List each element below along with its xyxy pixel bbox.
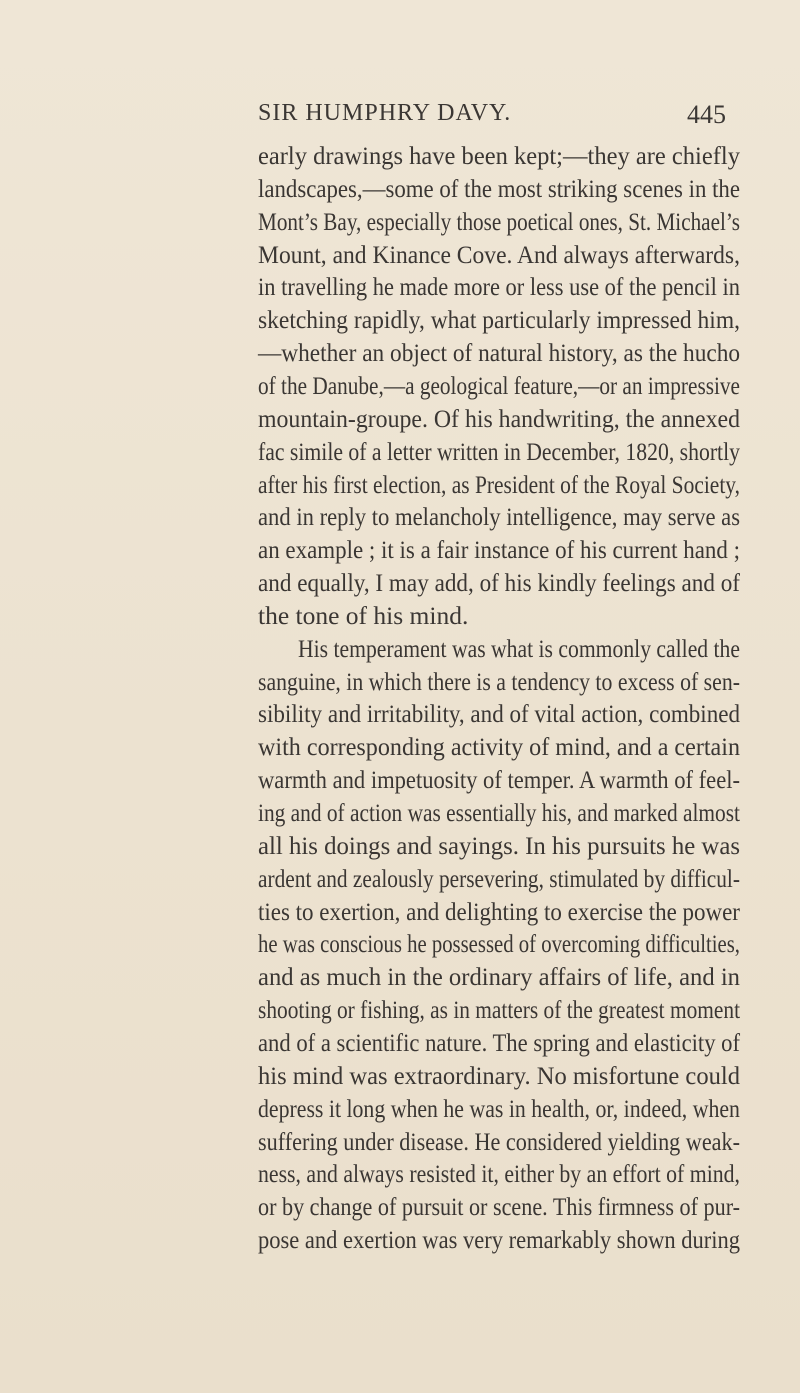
- text-line: Mount, and Kinance Cove. And always afterwards,: [258, 239, 740, 269]
- text-line: His temperament was what is commonly called the: [298, 633, 740, 663]
- text-line: and of a scientific nature. The spring and elasticity of: [258, 1027, 741, 1057]
- text-line: Mont’s Bay, especially those poetical ones, St. Michael’s: [258, 206, 740, 236]
- text-line: shooting or fishing, as in matters of the greatest moment: [258, 995, 741, 1025]
- text-line: —whether an object of natural history, as the hucho: [258, 338, 741, 368]
- text-line: or by change of pursuit or scene. This firmness of pur-: [258, 1192, 741, 1222]
- text-line: the tone of his mind.: [258, 600, 469, 630]
- text-line: suffering under disease. He considered yielding weak-: [258, 1126, 741, 1156]
- text-line: warmth and impetuosity of temper. A warmth of feel-: [258, 765, 741, 795]
- text-line: ing and of action was essentially his, and marked almost: [258, 798, 741, 827]
- text-line: he was conscious he possessed of overcoming difficulties,: [258, 929, 740, 959]
- text-line: sketching rapidly, what particularly impressed him,: [258, 305, 740, 335]
- text-line: and equally, I may add, of his kindly feelings and of: [258, 568, 740, 598]
- text-line: and in reply to melancholy intelligence, may serve as: [258, 502, 741, 532]
- page-number: 445: [687, 100, 726, 129]
- text-line: sanguine, in which there is a tendency to excess of sen-: [258, 666, 740, 696]
- text-line: and as much in the ordinary affairs of life, and in: [258, 962, 740, 992]
- text-line: all his doings and sayings. In his pursuits he was: [258, 830, 740, 860]
- text-line: of the Danube,—a geological feature,—or an impressive: [258, 370, 740, 400]
- text-line: landscapes,—some of the most striking scenes in the: [258, 173, 740, 203]
- text-line: in travelling he made more or less use of the pencil in: [258, 272, 740, 302]
- text-line: mountain-groupe. Of his handwriting, the annexed: [258, 403, 740, 433]
- text-line: his mind was extraordinary. No misfortune could: [258, 1060, 740, 1090]
- page-header: [258, 100, 726, 134]
- text-line: ardent and zealously persevering, stimulated by difficul-: [258, 863, 740, 893]
- text-line: ness, and always resisted it, either by an effort of mind,: [258, 1159, 740, 1189]
- text-line: ties to exertion, and delighting to exercise the power: [258, 896, 740, 926]
- text-line: with corresponding activity of mind, and a certain: [258, 732, 741, 762]
- text-line: depress it long when he was in health, or, indeed, when: [258, 1093, 740, 1123]
- text-line: early drawings have been kept;—they are chiefly: [258, 141, 740, 170]
- text-line: pose and exertion was very remarkably shown during: [258, 1225, 740, 1255]
- text-line: an example ; it is a fair instance of his current hand ;: [258, 535, 741, 565]
- running-title: SIR HUMPHRY DAVY.: [258, 100, 512, 126]
- text-line: sibility and irritability, and of vital action, combined: [258, 699, 741, 729]
- text-line: fac simile of a letter written in December, 1820, shortly: [258, 436, 740, 466]
- text-line: after his first election, as President of the Royal Society,: [258, 469, 741, 499]
